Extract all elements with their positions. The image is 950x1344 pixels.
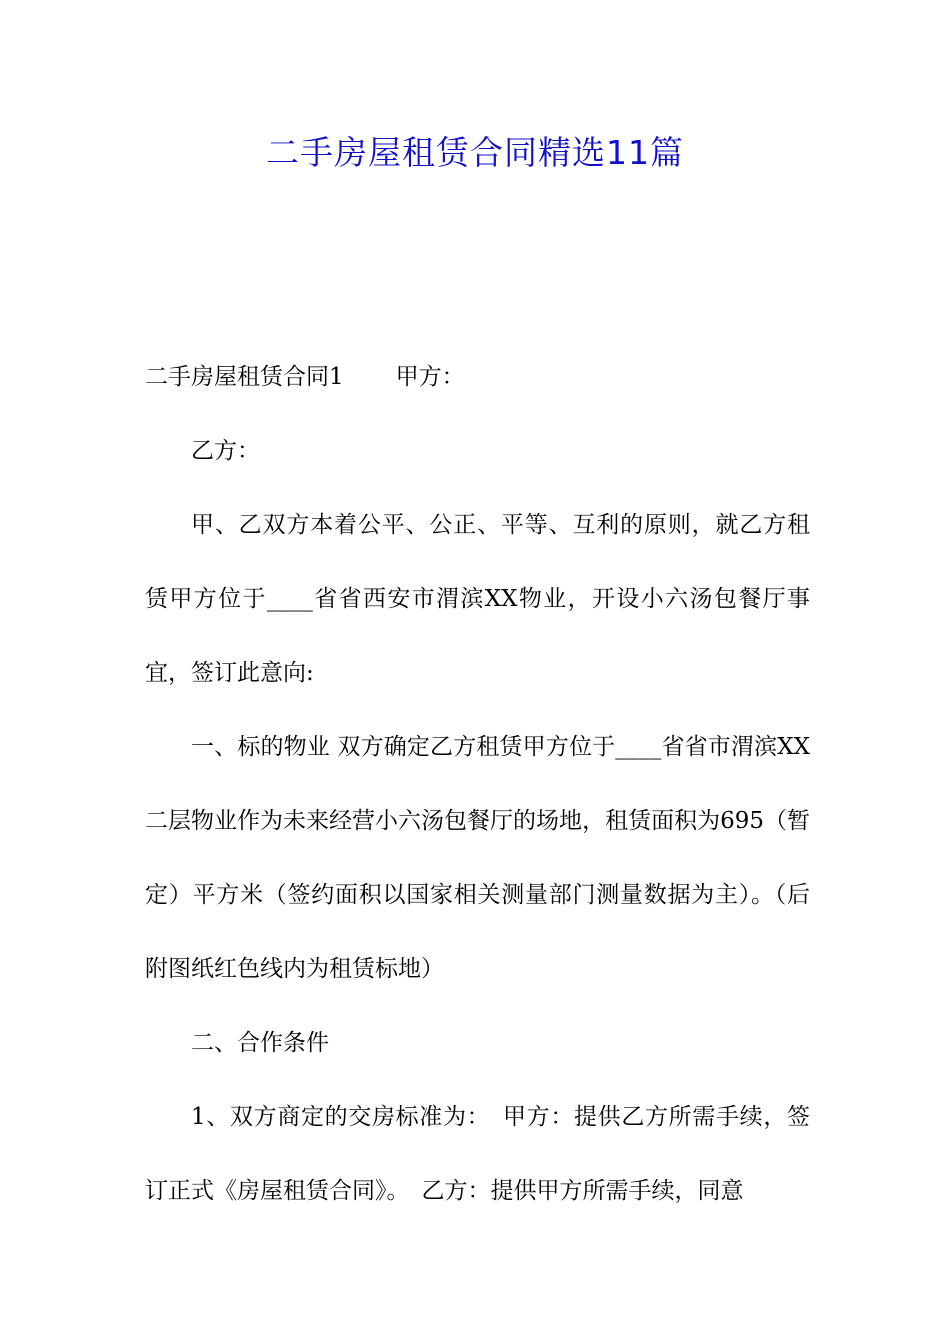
clause-1-paragraph bbox=[145, 1080, 810, 1228]
section-1-paragraph: 一、标的物业 双方确定乙方租赁甲方位于____省省市渭滨XX二层物业作为未来经营小六汤包餐厅的场地，租赁面积为695（暂定）平方米（签约面积以国家相关测量部门测量数据为主）。（后附图纸红色线内为租赁标地） bbox=[145, 734, 810, 982]
clause-1-lead: 1、双方商定的交房标准为： bbox=[191, 1104, 491, 1130]
document-body bbox=[145, 340, 810, 1228]
contract-heading-line bbox=[145, 340, 810, 414]
document-title: 二手房屋租赁合同精选11篇 bbox=[266, 133, 684, 172]
party-a-label: 甲方： bbox=[395, 364, 465, 390]
clause-1-party-a: 甲方：提供乙方所需手续，签订正式《房屋租赁合同》。 bbox=[145, 1104, 811, 1204]
section-2-heading: 二、合作条件 bbox=[191, 1030, 329, 1056]
intro-paragraph: 甲、乙双方本着公平、公正、平等、互利的原则，就乙方租赁甲方位于____省省西安市渭滨XX物业，开设小六汤包餐厅事宜，签订此意向: bbox=[145, 512, 810, 686]
clause-1-party-b: 乙方：提供甲方所需手续，同意 bbox=[421, 1178, 744, 1204]
party-b-label: 乙方： bbox=[191, 438, 260, 464]
contract-heading: 二手房屋租赁合同1 bbox=[145, 364, 344, 390]
